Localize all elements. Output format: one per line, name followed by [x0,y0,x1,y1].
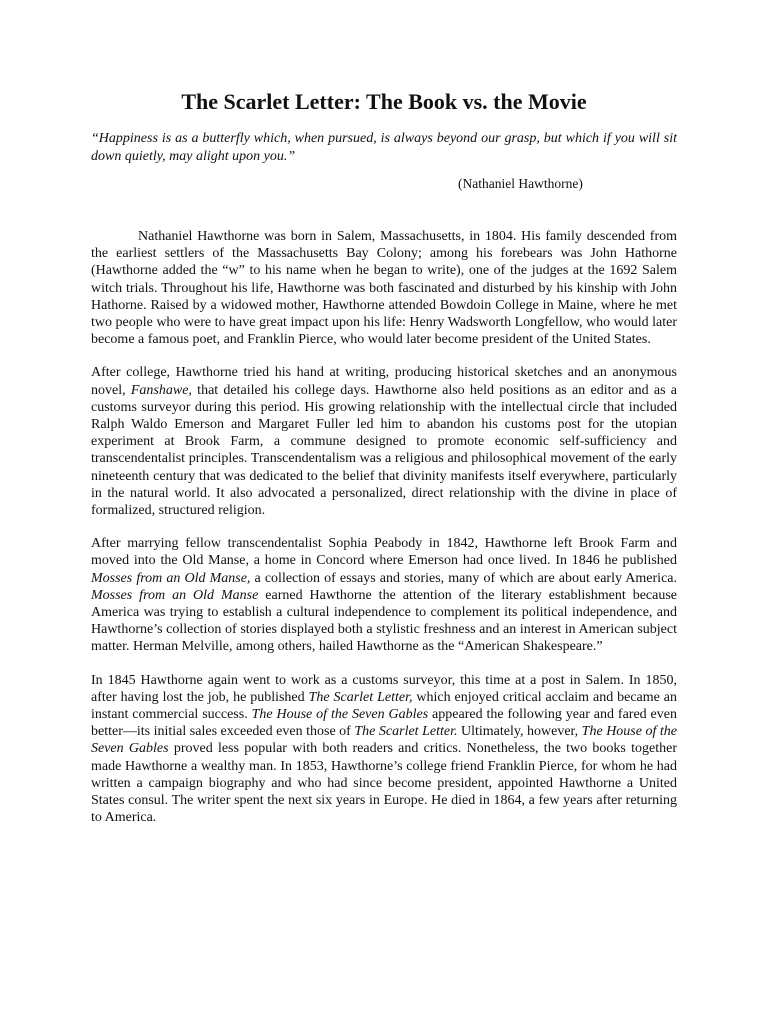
page-title: The Scarlet Letter: The Book vs. the Movie [181,89,587,114]
paragraph [91,228,677,348]
text-span: After college, Hawthorne tried his hand at writing, producing historical sketches and an anonymous novel, [91,365,677,398]
paragraph [91,364,677,519]
text-span: earned Hawthorne the attention of the literary establishment because America was trying to establish a cultural independence to complement its political independence, and Hawthorne’s collection of stories displayed both a stylistic freshness and an interest in American subject matter. Herman Melville, among others, hailed Hawthorne as the “American Shakespeare.” [91,587,677,655]
text-span: proved less popular with both readers and critics. Nonetheless, the two books together made Hawthorne a wealthy man. In 1853, Hawthorne’s college friend Franklin Pierce, for whom he had written a campaign biography and who had since become president, appointed Hawthorne a United States consul. The writer spent the next six years in Europe. He died in 1864, a few years after returning to America. [91,741,677,826]
body-text [91,228,677,827]
book-title-mosses: Mosses from an Old Manse [91,587,259,603]
paragraph [91,535,677,655]
book-title-seven-gables: The House of the Seven Gables [251,707,429,723]
paragraph [91,672,677,827]
text-span: After marrying fellow transcendentalist Sophia Peabody in 1842, Hawthorne left Brook Farm and moved into the Old Manse, a home in Concord where Emerson had once lived. In 1846 he published [91,536,677,569]
book-title-seven-gables: The House of the Seven Gables [91,724,678,757]
book-title-mosses: Mosses from an Old Manse, [91,570,251,586]
text-span: which enjoyed critical acclaim and became an instant commercial success. [91,689,678,723]
book-title-scarlet-letter: The Scarlet Letter, [308,689,413,705]
text-span: appeared the following year and fared even better—its initial sales exceeded even those of [91,707,677,740]
epigraph-quote: “Happiness is as a butterfly which, when pursued, is always beyond our grasp, but which if you will sit down quietly, may alight upon you.” [91,131,677,164]
text-span: a collection of essays and stories, many of which are about early America. [250,570,677,586]
text-span: that detailed his college days. Hawthorne also held positions as an editor and as a customs surveyor during this period. His growing relationship with the intellectual circle that included Ralph Waldo Emerson and Margaret Fuller led him to abandon his customs post for the utopian experiment at Brook Farm, a commune designed to promote economic self-sufficiency and transcendentalist principles. Transcendentalism was a religious and philosophical movement of the early nineteenth century that was dedicated to the belief that divinity manifests itself everywhere, particularly in the natural world. It also advocated a personalized, direct relationship with the divine in place of formalized, structured religion. [91,382,677,519]
book-title-scarlet-letter: The Scarlet Letter. [354,724,458,740]
text-span: Nathaniel Hawthorne was born in Salem, Massachusetts, in 1804. His family descended from the earliest settlers of the Massachusetts Bay Colony; among his forebears was John Hathorne (Hawthorne added the “w” to his name when he began to write), one of the judges at the 1692 Salem witch trials. Throughout his life, Hawthorne was both fascinated and disturbed by his kinship with John Hathorne. Raised by a widowed mother, Hawthorne attended Bowdoin College in Maine, where he met two people who were to have great impact upon his life: Henry Wadsworth Longfellow, who would later become a famous poet, and Franklin Pierce, who would later become president of the United States. [91,229,677,348]
book-title-fanshawe: Fanshawe, [130,382,192,398]
text-span: Ultimately, however, [457,724,582,740]
epigraph-attribution: (Nathaniel Hawthorne) [458,176,583,191]
text-span: In 1845 Hawthorne again went to work as a customs surveyor, this time at a post in Salem. In 1850, after having lost the job, he published [91,672,677,705]
